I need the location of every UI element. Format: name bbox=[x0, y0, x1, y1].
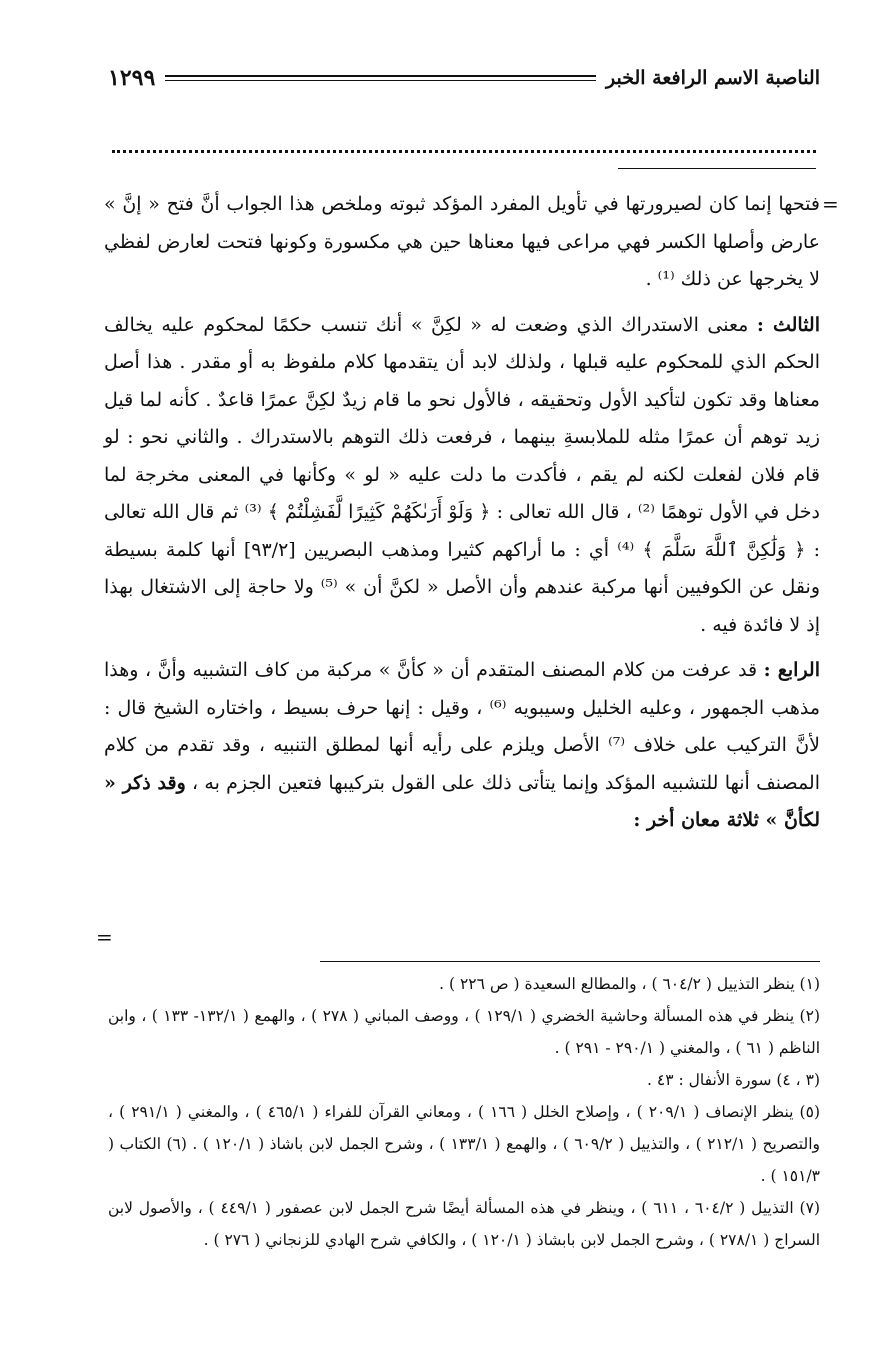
paragraph-text: ⁽³⁾ ثم قال الله تعالى : bbox=[104, 501, 820, 561]
paragraph-third bbox=[104, 307, 820, 645]
quran-verse: ﴿ وَلَوْ أَرَىٰكَهُمْ كَثِيرًا لَّفَشِلْتُمْ ﴾ bbox=[267, 501, 491, 523]
footnote: (١) ينظر التذييل ( ٦٠٤/٢ ) ، والمطالع السعيدة ( ص ٢٢٦ ) . bbox=[439, 975, 820, 993]
footnote: (٥) ينظر الإنصاف ( ٢٠٩/١ ) ، وإصلاح الخلل ( ١٦٦ ) ، ومعاني القرآن للفراء ( ٤٦٥/١ ) ، والمغني ( ٢٩١/١ ) ، والتصريح ( ٢١٢/١ ) ، والتذييل ( ٦٠٩/٢ ) ، والهمع ( ١٣٣/١ ) ، وشرح الجمل لابن باشاذ ( ١٢٠/١ ) . (٦) الكتاب ( ١٥١/٣ ) . bbox=[108, 1103, 820, 1185]
paragraph-label: الرابع : bbox=[763, 659, 820, 681]
footnote: (٣ ، ٤) سورة الأنفال : ٤٣ . bbox=[647, 1071, 820, 1089]
main-text bbox=[104, 186, 820, 848]
dotted-divider bbox=[112, 150, 816, 153]
continued-from-mark: = bbox=[822, 192, 839, 216]
paragraph-text: معنى الاستدراك الذي وضعت له « لكِنَّ » أنك تنسب حكمًا لمحكوم عليه يخالف الحكم الذي للمحكوم عليه قبلها ، ولذلك لابد أن يتقدمها كلام ملفوظ به أو مقدر . هذا أصل معناها وقد تكون لتأكيد الأول وتحقيقه ، فالأول نحو ما قام زيدٌ لكِنَّ عمرًا قاعدٌ . كأنه لما قيل زيد توهم أن عمرًا مثله للملابسةِ بينهما ، فرفعت ذلك التوهم بالاستدراك . والثاني نحو : لو قام فلان لفعلت لكنه لم يقم ، فأكدت ما دلت عليه « لو » وكأنها في المعنى مخرجة لما دخل في الأول توهمًا ⁽²⁾ ، قال الله تعالى : bbox=[104, 313, 820, 523]
paragraph-text: فتحها إنما كان لصيرورتها في تأويل المفرد المؤكد ثبوته وملخص هذا الجواب أنَّ فتح « إنَّ » عارض وأصلها الكسر فهي مراعى فيها معناها حين هي مكسورة وكونها فتحت لعارض لفظي لا يخرجها عن ذلك ⁽¹⁾ . bbox=[104, 193, 820, 290]
footnotes bbox=[108, 968, 820, 1256]
paragraph-fourth bbox=[104, 652, 820, 840]
running-header bbox=[108, 60, 820, 96]
page-number: ١٢٩٩ bbox=[108, 65, 156, 91]
paragraph-continuation bbox=[104, 186, 820, 299]
paragraph-text: ⁽⁴⁾ أي : ما أراكهم كثيرا ومذهب البصريين [٩٣/٢] أنها كلمة بسيطة ونقل عن الكوفيين أنها مركبة عندهم وأن الأصل « لكنَّ أن » ⁽⁵⁾ ولا حاجة إلى الاشتغال بهذا إذ لا فائدة فيه . bbox=[104, 538, 820, 636]
running-title: الناصبة الاسم الرافعة الخبر bbox=[606, 67, 820, 89]
footnote: (٧) التذييل ( ٦٠٤/٢ ، ٦١١ ) ، وينظر في هذه المسألة أيضًا شرح الجمل لابن عصفور ( ٤٤٩/١ ) ، والأصول لابن السراج ( ٢٧٨/١ ) ، وشرح الجمل لابن بابشاذ ( ١٢٠/١ ) ، والكافي شرح الهادي للزنجاني ( ٢٧٦ ) . bbox=[108, 1199, 820, 1249]
emphasized-text: وقد ذكر « لكأنَّ » ثلاثة معان أخر : bbox=[104, 771, 820, 831]
paragraph-label: الثالث : bbox=[756, 313, 820, 336]
footnote: (٢) ينظر في هذه المسألة وحاشية الخضري ( ١٢٩/١ ) ، ووصف المباني ( ٢٧٨ ) ، والهمع ( ١٣٢/١- ١٣٣ ) ، وابن الناظم ( ٦١ ) ، والمغني ( ٢٩٠/١ - ٢٩١ ) . bbox=[108, 1007, 820, 1057]
quran-verse: ﴿ وَلَٰكِنَّ ٱللَّهَ سَلَّمَ ﴾ bbox=[642, 538, 806, 561]
paragraph-text: قد عرفت من كلام المصنف المتقدم أن « كأنَّ » مركبة من كاف التشبيه وأنَّ ، وهذا مذهب الجمهور ، وعليه الخليل وسيبويه ⁽⁶⁾ ، وقيل : إنها حرف بسيط ، واختاره الشيخ قال : لأنَّ التركيب على خلاف ⁽⁷⁾ الأصل ويلزم على رأيه أنها لمطلق التنبيه ، وقد تقدم من كلام المصنف أنها للتشبيه المؤكد وإنما يتأتى ذلك على القول بتركيبها فتعين الجزم به ، bbox=[104, 659, 821, 794]
continues-on-mark: = bbox=[96, 925, 113, 949]
short-divider bbox=[618, 168, 816, 169]
footnote-divider bbox=[320, 961, 820, 962]
header-rule bbox=[165, 75, 596, 81]
